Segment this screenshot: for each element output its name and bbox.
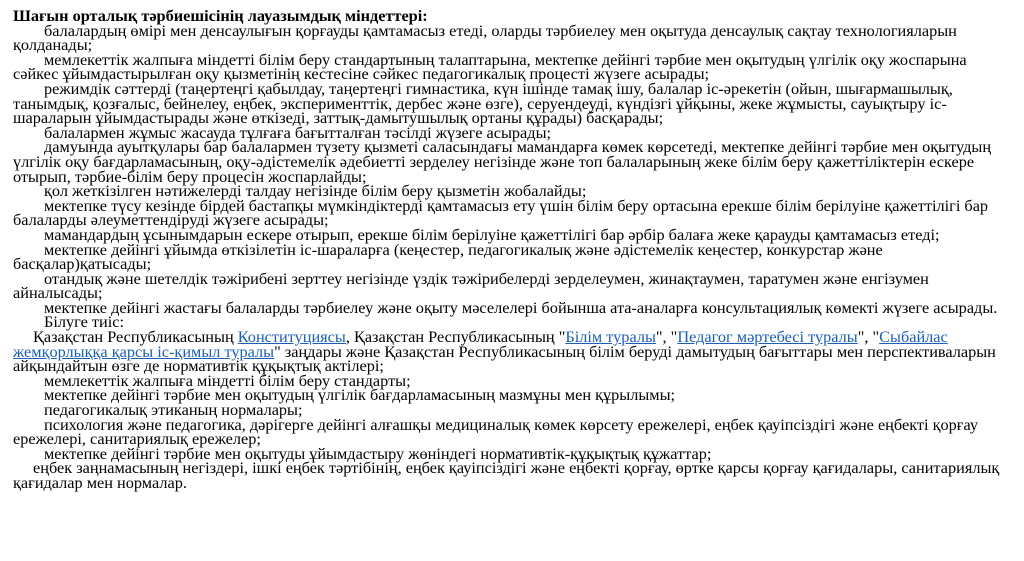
intro-text: ", " — [857, 327, 880, 347]
intro-text: " заңдары және Қазақстан Республикасының білім беруді дамытудың бағыттары мен перспективаларын айқындайтын өзге де нормативтік құқықтық актілері; — [13, 341, 996, 376]
knowledge-item: педагогикалық этиканың нормалары; — [44, 400, 303, 420]
knowledge-item: мектепке дейінгі тәрбие мен оқытуды ұйымдастыру жөніндегі нормативтік-құқықтық құжаттар; — [44, 443, 712, 463]
duty-item: балалармен жұмыс жасауда тұлғаға бағытталған тәсілді жүзеге асырады; — [44, 122, 552, 142]
knowledge-intro — [13, 327, 1011, 376]
duty-item: мектепке дейінгі жастағы балаларды тәрбиелеу және оқыту мәселелері бойынша ата-аналарға консультациялық көмекті жүзеге асырады. — [44, 297, 998, 317]
knowledge-heading: Білуге тиіс: — [44, 312, 124, 332]
document-body — [13, 6, 1011, 492]
knowledge-item: мектепке дейінгі тәрбие мен оқытудың үлгілік бағдарламасының мазмұны мен құрылымы; — [44, 385, 676, 405]
intro-text: ", " — [655, 327, 678, 347]
knowledge-item: психология және педагогика, дәрігерге дейінгі алғашқы медициналық көмек көрсету ережелері, еңбек қауіпсіздігі және еңбекті қорғау ережелері, санитариялық ережелер; — [13, 414, 979, 449]
duty-item: балалардың өмірі мен денсаулығын қорғауды қамтамасыз етеді, оларды тәрбиелеу мен оқытуда денсаулық сақтау технологияларын қолданады; — [13, 20, 957, 55]
duty-item: дамуында ауытқулары бар балалармен түзету қызметі саласындағы мамандарға көмек көрсетеді, мектепке дейінгі тәрбие мен оқытудың үлгілік оқу бағдарламасының, оқу-әдістемелік әдебиетті зерделеу негізінде және топ балаларының жеке білім беру қажеттіліктерін ескере отырып, тәрбие-білім беру процесін жоспарлайды; — [13, 137, 992, 186]
duty-item: қол жеткізілген нәтижелерді талдау негізінде білім беру қызметін жобалайды; — [44, 181, 587, 201]
duty-item: мектепке дейінгі ұйымда өткізілетін іс-шараларға (кеңестер, педагогикалық және әдістемелік кеңестер, конкурстар және басқалар)қатысады; — [13, 239, 883, 274]
duty-item: отандық және шетелдік тәжірибені зерттеу негізінде үздік тәжірибелерді зерделеумен, жинақтаумен, таратумен және енгізумен айналысады; — [13, 268, 929, 303]
education-law-link[interactable]: Білім туралы — [565, 327, 656, 347]
duty-item: мамандардың ұсынымдарын ескере отырып, ерекше білім берілуіне қажеттілігі бар әрбір балаға жеке қарауды қамтамасыз етеді; — [44, 224, 940, 244]
intro-text: Қазақстан Республикасының — [33, 327, 238, 347]
duty-item: мемлекеттік жалпыға міндетті білім беру стандартының талаптарына, мектепке дейінгі тәрбие мен оқытудың үлгілік оқу жоспарына сәйкес ұйымдастырылған оқу қызметінің кестесіне сәйкес педагогикалық процесті жүзеге асырады; — [13, 49, 967, 84]
intro-text: , Қазақстан Республикасының " — [345, 327, 566, 347]
knowledge-item: мемлекеттік жалпыға міндетті білім беру стандарты; — [44, 370, 411, 390]
anti-corruption-law-link[interactable]: Сыбайлас жемқорлыққа қарсы іс-қимыл туралы — [13, 327, 948, 361]
duty-item: мектепке түсу кезінде бірдей бастапқы мүмкіндіктерді қамтамасыз ету үшін білім беру ортасына ерекше білім берілуіне қажеттілігі бар балаларды әлеуметтендіруді жүзеге асырады; — [13, 195, 989, 230]
document-title: Шағын орталық тәрбиешісінің лауазымдық міндеттері: — [13, 6, 428, 25]
teacher-status-law-link[interactable]: Педагог мәртебесі туралы — [677, 327, 858, 347]
constitution-link[interactable]: Конституциясы — [237, 327, 346, 347]
knowledge-item: еңбек заңнамасының негіздері, ішкі еңбек тәртібінің, еңбек қауіпсіздігі және еңбекті қорғау, өртке қарсы қорғау қағидалары, санитариялық қағидалар мен нормалар. — [13, 458, 1000, 492]
duty-item: режимдік сәттерді (таңертеңгі қабылдау, таңертеңгі гимнастика, күн ішінде тамақ ішу, балалар іс-әрекетін (ойын, шығармашылық, танымдық, қозғалыс, бейнелеу, еңбек, эксперименттік, дербес және өзге), серуендеуді, күндізгі ұйқыны, жеке жұмысты, сауықтыру іс-шараларын ұйымдастырады және өткізеді, заттық-дамытушылық ортаны құрады) басқарады; — [13, 78, 953, 128]
